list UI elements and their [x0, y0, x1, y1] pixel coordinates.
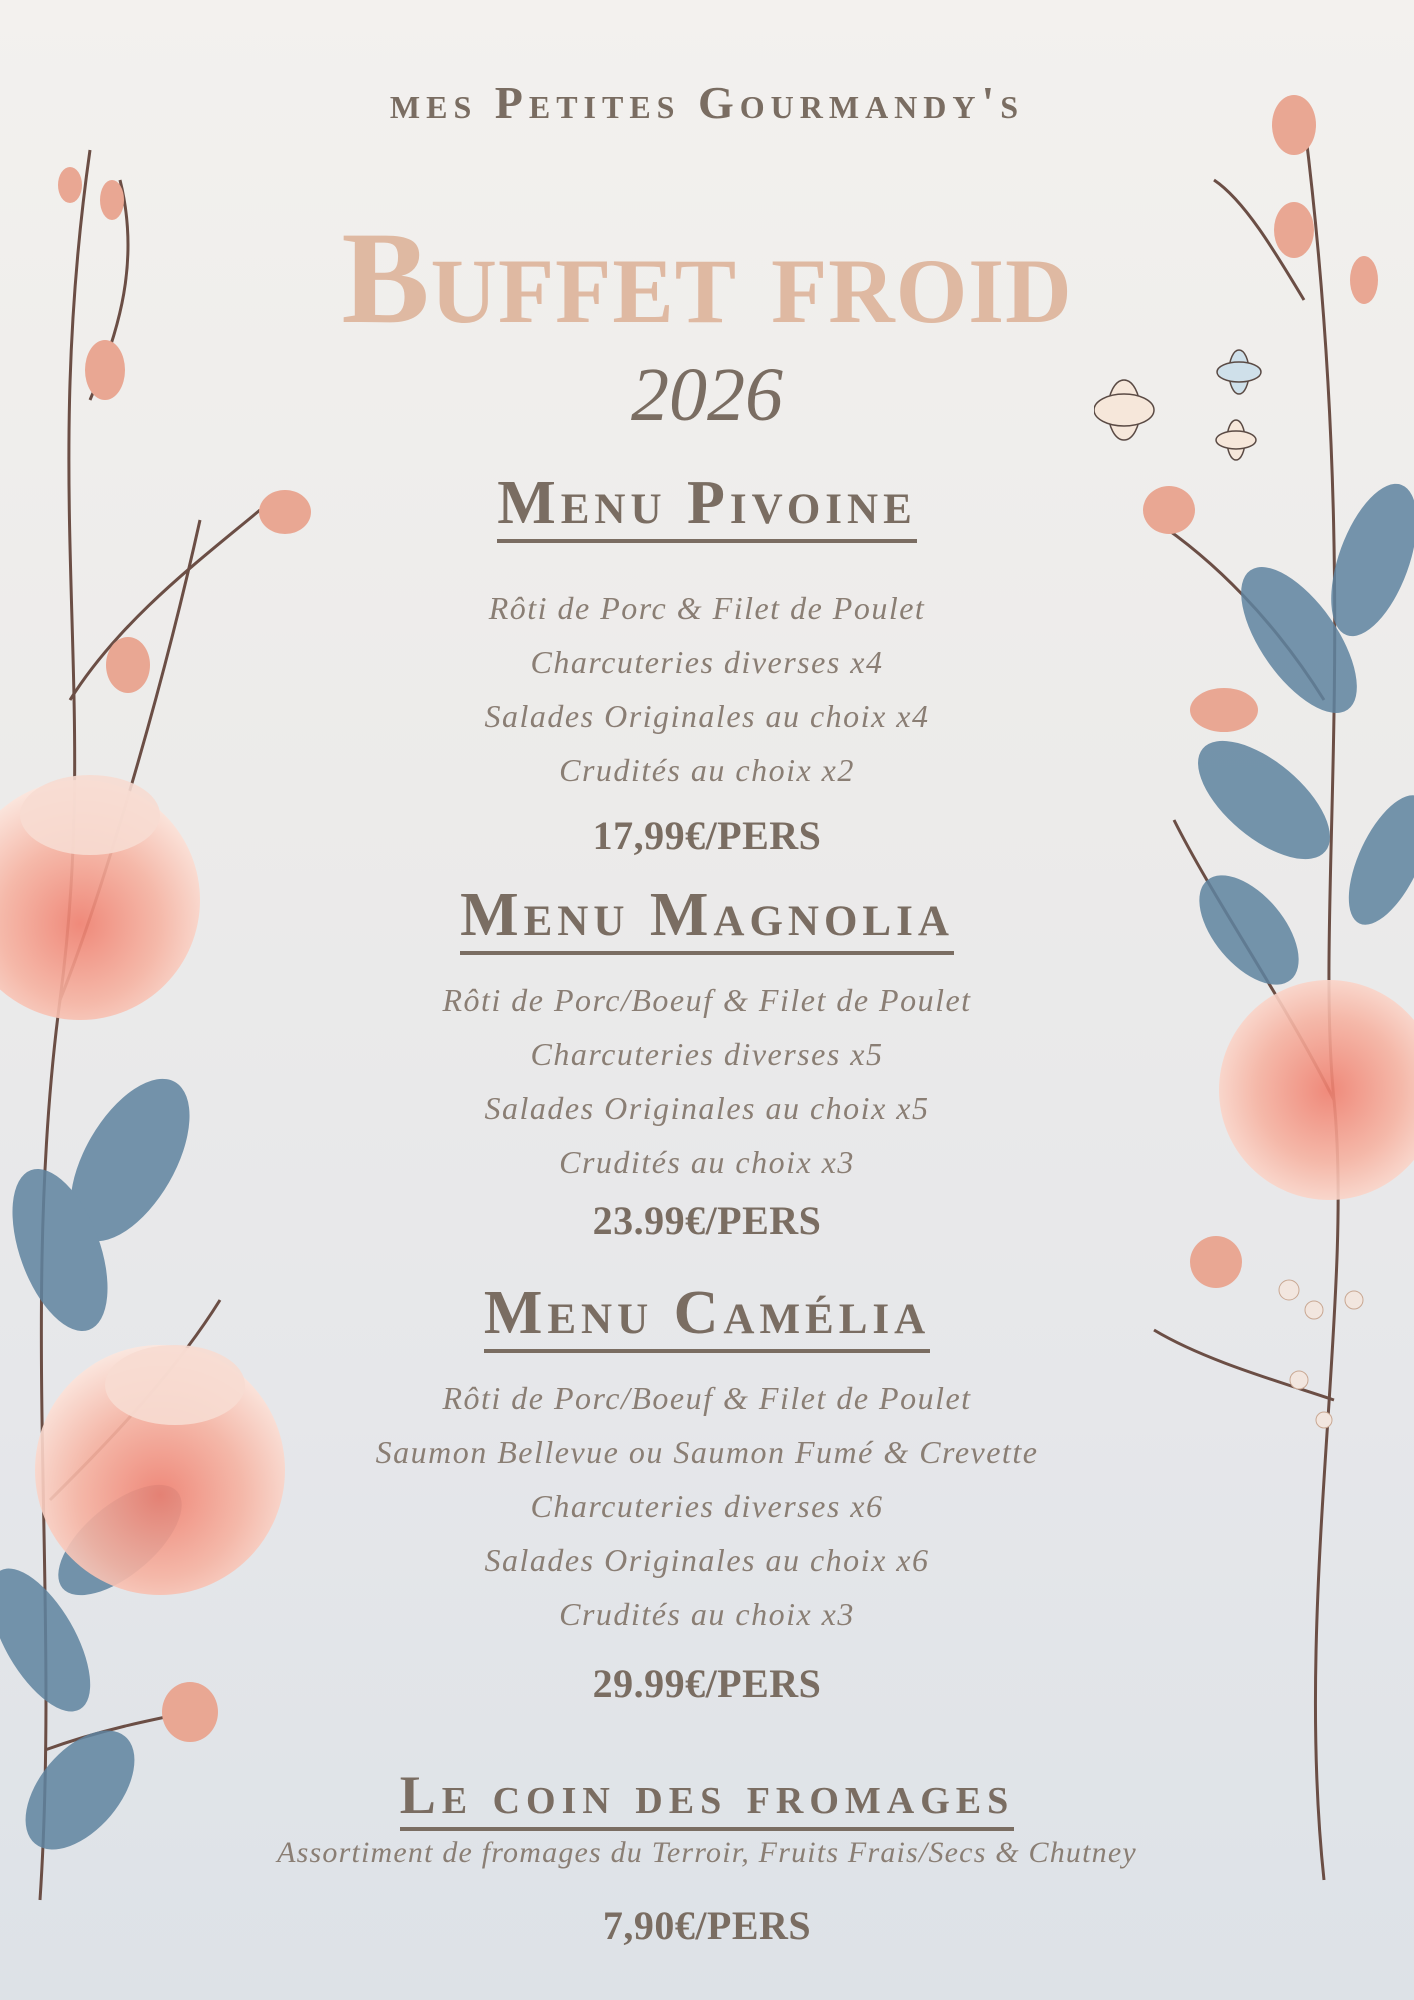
- cheese-section-title: Le coin des fromages: [0, 1764, 1414, 1826]
- menu-item: Crudités au choix x2: [559, 752, 855, 788]
- menu-item: Rôti de Porc/Boeuf & Filet de Poulet: [442, 982, 972, 1018]
- menu-title-pivoine: Menu Pivoine: [0, 468, 1414, 539]
- menu-item: Rôti de Porc/Boeuf & Filet de Poulet: [442, 1380, 972, 1416]
- year-label: 2026: [631, 353, 783, 437]
- menu-item: Rôti de Porc & Filet de Poulet: [488, 590, 926, 626]
- menu-item: Saumon Bellevue ou Saumon Fumé & Crevette: [375, 1434, 1039, 1470]
- menu-title-magnolia: Menu Magnolia: [0, 880, 1414, 951]
- menu-price-magnolia: 23.99€/PERS: [592, 1198, 822, 1243]
- menu-price-pivoine: 17,99€/PERS: [592, 813, 822, 858]
- page-title: Buffet froid: [341, 204, 1073, 351]
- cheese-price: 7,90€/PERS: [602, 1903, 812, 1948]
- menu-item: Crudités au choix x3: [559, 1596, 855, 1632]
- brand-name: mes Petites Gourmandy's: [389, 77, 1025, 128]
- menu-item: Charcuteries diverses x6: [530, 1488, 884, 1524]
- menu-item: Salades Originales au choix x6: [484, 1542, 930, 1578]
- cheese-description: Assortiment de fromages du Terroir, Fruits Frais/Secs & Chutney: [277, 1836, 1137, 1869]
- menu-item: Salades Originales au choix x4: [484, 698, 930, 734]
- menu-item: Salades Originales au choix x5: [484, 1090, 930, 1126]
- menu-item: Charcuteries diverses x4: [530, 644, 884, 680]
- menu-price-camelia: 29.99€/PERS: [592, 1661, 822, 1706]
- menu-title-camelia: Menu Camélia: [0, 1278, 1414, 1349]
- menu-item: Charcuteries diverses x5: [530, 1036, 884, 1072]
- menu-item: Crudités au choix x3: [559, 1144, 855, 1180]
